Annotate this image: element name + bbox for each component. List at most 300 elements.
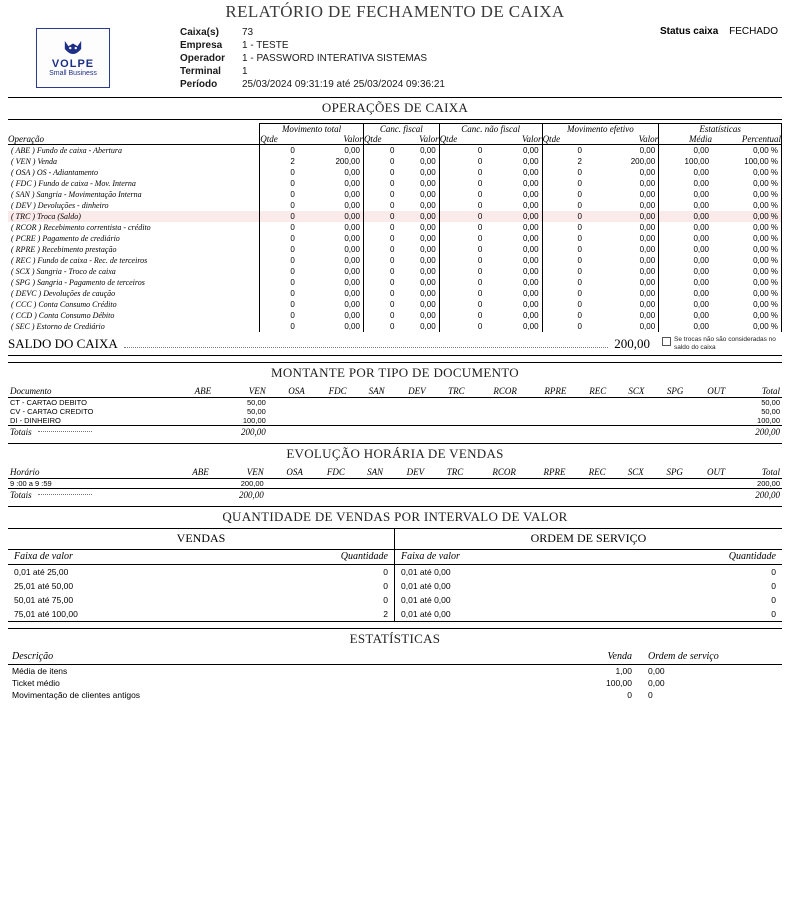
table-row [8, 222, 782, 233]
cell: 0,00 [485, 255, 542, 266]
cell: 0,00 [693, 278, 710, 287]
quantidade: 0 [383, 595, 388, 605]
cell: 0,00 % [712, 167, 781, 178]
cell: 0,00 [585, 145, 659, 157]
status-label: Status caixa [659, 26, 719, 37]
quantidade: 0 [771, 567, 776, 577]
cell: 0,00 [585, 255, 659, 266]
cell: 0,00 % [712, 211, 781, 222]
logo-name: VOLPE [51, 57, 95, 70]
list-item [395, 565, 782, 579]
column-header: TRC [428, 386, 467, 398]
cell [349, 426, 387, 438]
col-operacao: Operação [8, 134, 260, 145]
group-movimento-efetivo: Movimento efetivo [542, 124, 659, 135]
cell: 200,00 [213, 426, 268, 438]
field-label: Operador [180, 53, 226, 64]
field-label: Empresa [180, 40, 223, 51]
head-descricao: Descrição [12, 651, 54, 662]
cell: 0,00 [298, 178, 364, 189]
cell: 0,00 [397, 200, 439, 211]
cell: 0 [477, 201, 483, 210]
sub-header-row [8, 134, 782, 145]
operation-name: ( SAN ) Sangria - Movimentação Interna [11, 190, 142, 199]
cell [518, 489, 568, 501]
operation-name: ( RPRE ) Recebimento prestação [11, 245, 117, 254]
cell [349, 416, 387, 426]
cell: 0,00 % [712, 266, 781, 277]
cell: 0,00 [693, 256, 710, 265]
cell: 100,00 [684, 157, 710, 166]
cell: 0 [260, 277, 298, 288]
cell: 0,00 [485, 244, 542, 255]
estatisticas-rows [8, 665, 782, 701]
cell [387, 426, 428, 438]
cell [349, 398, 387, 408]
cell: 0,00 [693, 311, 710, 320]
cell: 0 [477, 223, 483, 232]
cell [428, 407, 467, 416]
cell: 0,00 [485, 200, 542, 211]
estatisticas-head [8, 650, 782, 665]
stat-ordem-servico: 0,00 [648, 678, 665, 688]
cell [268, 398, 307, 408]
column-header: SAN [347, 467, 385, 479]
cell [608, 407, 646, 416]
column-header: VEN [211, 467, 266, 479]
col-qtde-2: Qtde [363, 134, 397, 145]
cell [646, 479, 685, 489]
col-valor-2: Valor [397, 134, 439, 145]
cell: 0,00 [485, 310, 542, 321]
cell [567, 489, 607, 501]
quantidade: 0 [383, 581, 388, 591]
cell: 0,00 [693, 190, 710, 199]
group-header-row [8, 124, 782, 135]
cell: 0 [577, 289, 582, 298]
col-qtde-4: Qtde [542, 134, 585, 145]
quantidade: 0 [771, 609, 776, 619]
stat-ordem-servico: 0 [648, 690, 653, 700]
cell [174, 398, 213, 408]
cell: 0,00 [585, 233, 659, 244]
cell: 0,00 [693, 201, 710, 210]
evolucao-table [8, 467, 782, 500]
operation-name: ( FDC ) Fundo de caixa - Mov. Interna [11, 179, 136, 188]
operation-name: ( SEC ) Estorno de Crediário [11, 322, 105, 331]
table-row [8, 321, 782, 332]
intervalos-vendas [8, 529, 395, 621]
column-header: FDC [305, 467, 347, 479]
cell: 0,00 [585, 288, 659, 299]
stat-venda: 100,00 [606, 678, 632, 688]
cell: 0 [389, 245, 395, 254]
operation-name: ( DEVC ) Devoluções de caução [11, 289, 116, 298]
saldo-row [8, 336, 782, 356]
cell: 0 [260, 167, 298, 178]
cell: 0,00 [298, 244, 364, 255]
cell: 0,00 [298, 233, 364, 244]
header-fields [180, 26, 782, 91]
cell: 0,00 [298, 255, 364, 266]
table-row [8, 277, 782, 288]
cell: 0 [577, 278, 582, 287]
cell: 0 [389, 256, 395, 265]
cell [174, 407, 213, 416]
cell [268, 407, 307, 416]
cell [174, 416, 213, 426]
faixa-valor: 0,01 até 0,00 [401, 609, 451, 619]
field-value: 1 - PASSWORD INTERATIVA SISTEMAS [242, 53, 428, 64]
operation-name: ( RCOR ) Recebimento correntista - crédito [11, 223, 151, 232]
faixa-valor: 25,01 até 50,00 [14, 581, 74, 591]
cell [685, 489, 727, 501]
cell [428, 416, 467, 426]
group-movimento-total: Movimento total [260, 124, 364, 135]
intervalos-os-head [395, 550, 782, 565]
group-canc-fiscal: Canc. fiscal [363, 124, 439, 135]
cell [646, 407, 685, 416]
cell: 0 [389, 212, 395, 221]
row-label: DI - DINHEIRO [10, 416, 61, 425]
cell: 0,00 [693, 245, 710, 254]
cell: 0,00 [693, 300, 710, 309]
cell: 0 [389, 146, 395, 155]
operation-name: ( DEV ) Devoluções - dinheiro [11, 201, 109, 210]
field-empresa [180, 39, 782, 52]
totals-dots [38, 494, 92, 495]
column-header: OSA [268, 386, 307, 398]
cell: 0 [577, 190, 582, 199]
cell: 200,00 [727, 489, 782, 501]
cell: 0 [577, 256, 582, 265]
cell: 0,00 [298, 266, 364, 277]
column-header: Total [727, 467, 782, 479]
operation-name: ( CCC ) Conta Consumo Crédito [11, 300, 117, 309]
list-item [8, 579, 394, 593]
quantidade: 0 [771, 581, 776, 591]
column-header: ABE [172, 467, 211, 479]
column-header: OSA [266, 467, 305, 479]
cell [608, 489, 646, 501]
cell: 200,00 [757, 479, 780, 488]
cell: 0 [389, 278, 395, 287]
cell: 0 [389, 289, 395, 298]
section-title-montante: MONTANTE POR TIPO DE DOCUMENTO [8, 362, 782, 384]
cell: 0,00 [298, 167, 364, 178]
cell: 0,00 [585, 211, 659, 222]
column-header: TRC [426, 467, 465, 479]
cell: 100,00 % [712, 156, 781, 167]
cell: 0,00 [298, 277, 364, 288]
stat-ordem-servico: 0,00 [648, 666, 665, 676]
cell: 0,00 [298, 321, 364, 332]
table-row [8, 156, 782, 167]
totals-label: Totais [8, 489, 172, 501]
cell: 0,00 [693, 289, 710, 298]
cell: 0 [389, 179, 395, 188]
cell: 0 [260, 310, 298, 321]
cell [349, 407, 387, 416]
row-label: CT - CARTAO DEBITO [10, 398, 87, 407]
cell [646, 426, 685, 438]
evolucao-header-row [8, 467, 782, 479]
cell: 0 [577, 146, 582, 155]
table-row [8, 398, 782, 408]
cell: 0,00 [693, 322, 710, 331]
cell: 0 [577, 300, 582, 309]
table-row [8, 233, 782, 244]
saldo-note [662, 336, 782, 352]
cell [646, 489, 685, 501]
cell [385, 489, 426, 501]
cell: 50,00 [247, 407, 266, 416]
quantidade: 0 [383, 567, 388, 577]
table-row [8, 689, 782, 701]
cell [305, 479, 347, 489]
cell: 0 [577, 212, 582, 221]
cell [387, 416, 428, 426]
cell: 0,00 [485, 211, 542, 222]
cell: 50,00 [761, 407, 780, 416]
cell: 0,00 [397, 277, 439, 288]
cell: 0,00 [397, 222, 439, 233]
cell [608, 416, 646, 426]
evolucao-body [8, 479, 782, 501]
table-row [8, 211, 782, 222]
cell: 0 [577, 311, 582, 320]
cell: 0,00 [485, 277, 542, 288]
head-quantidade: Quantidade [340, 551, 388, 562]
cell: 200,00 [585, 156, 659, 167]
cell [568, 407, 608, 416]
cell: 0,00 [585, 244, 659, 255]
operation-name: ( REC ) Fundo de caixa - Rec. de terceiros [11, 256, 148, 265]
field-operador [180, 52, 782, 65]
operations-table [8, 123, 782, 332]
cell: 0 [260, 266, 298, 277]
column-header: RCOR [465, 467, 518, 479]
cell [646, 398, 685, 408]
cell [172, 489, 211, 501]
col-percentual: Percentual [712, 134, 781, 145]
section-title-evolucao: EVOLUÇÃO HORÁRIA DE VENDAS [8, 443, 782, 465]
cell: 0,00 [585, 299, 659, 310]
cell [268, 426, 307, 438]
cell: 200,00 [727, 426, 782, 438]
cell: 0,00 [693, 168, 710, 177]
cell: 0 [389, 157, 395, 166]
cell: 0,00 % [712, 299, 781, 310]
group-canc-nao-fiscal: Canc. não fiscal [439, 124, 542, 135]
cell: 0 [389, 322, 395, 331]
cell: 0,00 [693, 146, 710, 155]
cell: 0,00 % [712, 233, 781, 244]
cell: 2 [577, 157, 582, 166]
cell: 0 [577, 234, 582, 243]
table-row [8, 145, 782, 157]
cell [387, 407, 428, 416]
cell: 0,00 % [712, 244, 781, 255]
cell: 0 [477, 190, 483, 199]
table-row [8, 407, 782, 416]
list-item [395, 593, 782, 607]
cell: 0 [389, 201, 395, 210]
cell: 0,00 [585, 266, 659, 277]
cell [307, 416, 349, 426]
row-label: 9 :00 a 9 :59 [10, 479, 52, 488]
cell [307, 426, 349, 438]
cell: 0,00 [397, 167, 439, 178]
cell: 0 [477, 289, 483, 298]
cell: 0,00 [397, 244, 439, 255]
logo-subtitle: Small Business [49, 69, 97, 77]
page-title: RELATÓRIO DE FECHAMENTO DE CAIXA [225, 2, 565, 21]
cell [685, 407, 727, 416]
cell: 0,00 [298, 288, 364, 299]
saldo-value: 200,00 [614, 336, 650, 351]
cell [428, 398, 467, 408]
operation-name: ( PCRE ) Pagamento de crediário [11, 234, 120, 243]
cell [387, 398, 428, 408]
cell: 0,00 [397, 310, 439, 321]
montante-body [8, 398, 782, 438]
column-header: SPG [646, 467, 685, 479]
cell [467, 426, 519, 438]
cell: 0,00 % [712, 288, 781, 299]
cell: 0,00 [298, 222, 364, 233]
list-item [395, 579, 782, 593]
cell [519, 407, 568, 416]
cell: 0,00 [485, 167, 542, 178]
operation-name: ( OSA ) OS - Adiantamento [11, 168, 99, 177]
cell: 50,00 [761, 398, 780, 407]
stat-venda: 1,00 [615, 666, 632, 676]
cell [426, 479, 465, 489]
cell: 0 [260, 244, 298, 255]
col-media: Média [659, 134, 712, 145]
cell: 0 [477, 157, 483, 166]
cell: 0 [260, 222, 298, 233]
cell: 0 [260, 200, 298, 211]
column-header: SAN [349, 386, 387, 398]
cell: 0 [389, 311, 395, 320]
cell: 0 [477, 212, 483, 221]
cell [685, 416, 727, 426]
cell: 0,00 [397, 255, 439, 266]
cell: 0 [477, 278, 483, 287]
cell: 0,00 [485, 222, 542, 233]
cell: 0,00 [397, 233, 439, 244]
intervalos-os [395, 529, 782, 621]
intervalos-os-title: ORDEM DE SERVIÇO [395, 529, 782, 550]
cell: 0 [477, 300, 483, 309]
column-header: ABE [174, 386, 213, 398]
totals-row [8, 489, 782, 501]
cell: 0,00 [397, 266, 439, 277]
cell [646, 416, 685, 426]
cell [266, 489, 305, 501]
field-terminal [180, 65, 782, 78]
cell: 0,00 [485, 288, 542, 299]
col-qtde-1: Qtde [260, 134, 298, 145]
cell: 50,00 [247, 398, 266, 407]
cell [685, 426, 727, 438]
cell: 100,00 [242, 416, 266, 425]
cell: 0,00 % [712, 255, 781, 266]
cell: 0 [477, 245, 483, 254]
cell: 0,00 % [712, 178, 781, 189]
column-header: REC [568, 386, 608, 398]
section-title-intervalos: QUANTIDADE DE VENDAS POR INTERVALO DE VALOR [8, 506, 782, 529]
cell: 0 [260, 321, 298, 332]
status-badge [660, 26, 778, 37]
cell [608, 426, 646, 438]
column-header: REC [567, 467, 607, 479]
cell [568, 416, 608, 426]
cell: 0 [389, 234, 395, 243]
cell [685, 479, 727, 489]
operation-name: ( VEN ) Venda [11, 157, 57, 166]
cell [608, 398, 646, 408]
cell: 0,00 [693, 212, 710, 221]
quantidade: 0 [771, 595, 776, 605]
cell [568, 398, 608, 408]
cell: 0 [477, 168, 483, 177]
cell: 0,00 [397, 145, 439, 157]
cell [426, 489, 465, 501]
table-row [8, 299, 782, 310]
totals-dots [38, 431, 92, 432]
table-row [8, 178, 782, 189]
company-logo [36, 28, 110, 88]
cell: 0 [577, 201, 582, 210]
cell: 0,00 [485, 321, 542, 332]
cell: 0,00 [298, 189, 364, 200]
head-faixa: Faixa de valor [14, 551, 73, 562]
field-value: 25/03/2024 09:31:19 até 25/03/2024 09:36:21 [242, 79, 445, 90]
cell [568, 426, 608, 438]
table-row [8, 288, 782, 299]
head-venda: Venda [607, 651, 632, 662]
cell: 0,00 [485, 189, 542, 200]
cell: 0 [389, 223, 395, 232]
table-row [8, 266, 782, 277]
col-qtde-3: Qtde [439, 134, 485, 145]
col-valor-1: Valor [298, 134, 364, 145]
faixa-valor: 0,01 até 0,00 [401, 581, 451, 591]
checkbox-icon[interactable] [662, 337, 671, 346]
cell: 0 [260, 288, 298, 299]
col-valor-4: Valor [585, 134, 659, 145]
cell: 0,00 [585, 200, 659, 211]
cell: 0,00 [397, 288, 439, 299]
list-item [8, 565, 394, 579]
operation-name: ( TRC ) Troca (Saldo) [11, 212, 81, 221]
cell: 0,00 [485, 156, 542, 167]
intervalos-vendas-head [8, 550, 394, 565]
cell [428, 426, 467, 438]
table-row [8, 167, 782, 178]
table-row [8, 310, 782, 321]
cell: 0,00 [485, 266, 542, 277]
operation-name: ( ABE ) Fundo de caixa - Abertura [11, 146, 123, 155]
cell: 0 [260, 178, 298, 189]
field-value: 1 [242, 66, 248, 77]
cell: 0 [389, 168, 395, 177]
stat-description: Ticket médio [12, 678, 60, 688]
operation-name: ( SCX ) Sangria - Troco de caixa [11, 267, 116, 276]
